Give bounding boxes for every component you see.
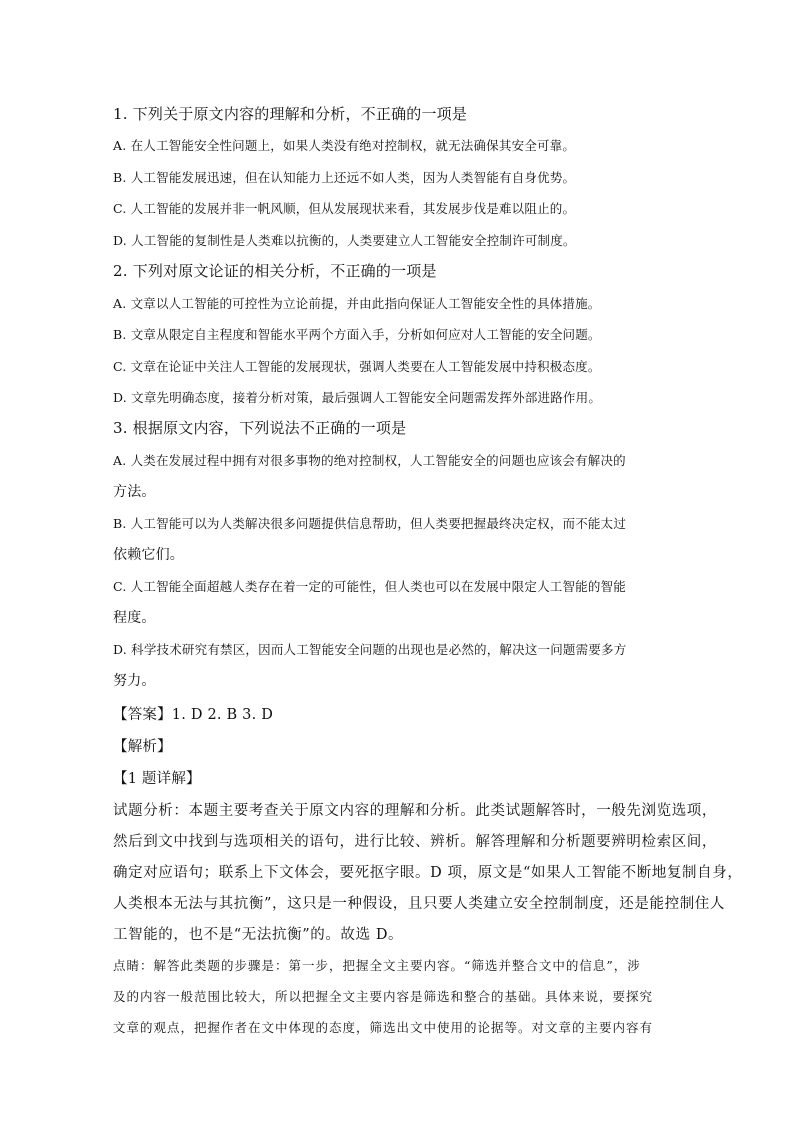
question-3-option-b-continued: 依赖它们。 [113, 547, 184, 563]
analysis-line-3: 确定对应语句；联系上下文体会，要死抠字眼。D 项，原文是“如果人工智能不断地复制自身， [113, 865, 743, 881]
question-1-option-a: A. 在人工智能安全性问题上，如果人类没有绝对控制权，就无法确保其安全可靠。 [113, 138, 576, 153]
question-1-option-c: C. 人工智能的发展并非一帆风顺，但从发展现状来看，其发展步伐是难以阻止的。 [113, 201, 576, 216]
note-line-3: 文章的观点，把握作者在文中体现的态度，筛选出文中使用的论据等。对文章的主要内容有 [113, 1020, 654, 1035]
analysis-heading: 【解析】 [113, 739, 172, 755]
question-1-option-d: D. 人工智能的复制性是人类难以抗衡的，人类要建立人工智能安全控制许可制度。 [113, 233, 576, 248]
question-3-option-c-continued: 程度。 [113, 610, 156, 626]
question-3-option-a: A. 人类在发展过程中拥有对很多事物的绝对控制权，人工智能安全的问题也应该会有解决的 [113, 453, 626, 468]
question-2-option-a: A. 文章以人工智能的可控性为立论前提，并由此指向保证人工智能安全性的具体措施。 [113, 296, 601, 311]
note-line-2: 及的内容一般范围比较大，所以把握全文主要内容是筛选和整合的基础。具体来说，要探究 [113, 989, 654, 1004]
question-2-option-b: B. 文章从限定自主程度和智能水平两个方面入手，分析如何应对人工智能的安全问题。 [113, 327, 601, 342]
note-line-1: 点睛：解答此类题的步骤是：第一步，把握全文主要内容。“筛选并整合文中的信息”，涉 [113, 958, 641, 973]
question-3-option-a-continued: 方法。 [113, 484, 156, 500]
analysis-line-1: 试题分析：本题主要考查关于原文内容的理解和分析。此类试题解答时，一般先浏览选项， [113, 803, 717, 819]
answer-line: 【答案】1. D 2. B 3. D [113, 707, 274, 723]
question-1-option-b: B. 人工智能发展迅速，但在认知能力上还远不如人类，因为人类智能有自身优势。 [113, 170, 576, 185]
question-3-option-b: B. 人工智能可以为人类解决很多问题提供信息帮助，但人类要把握最终决定权，而不能太过 [113, 516, 627, 531]
question-3-stem: 3. 根据原文内容，下列说法不正确的一项是 [113, 419, 407, 437]
question-2-option-d: D. 文章先明确态度，接着分析对策，最后强调人工智能安全问题需发挥外部进路作用。 [113, 390, 602, 405]
analysis-line-5: 工智能的，也不是“无法抗衡”的。故选 D。 [113, 927, 404, 943]
question-3-option-d-continued: 努力。 [113, 673, 156, 689]
question-3-option-c: C. 人工智能全面超越人类存在着一定的可能性，但人类也可以在发展中限定人工智能的智能 [113, 579, 626, 594]
question-3-option-d: D. 科学技术研究有禁区，因而人工智能安全问题的出现也是必然的，解决这一问题需要多方 [113, 642, 627, 657]
analysis-line-4: 人类根本无法与其抗衡”，这只是一种假设，且只要人类建立安全控制制度，还是能控制住人 [113, 896, 726, 912]
detail-heading: 【1 题详解】 [113, 771, 201, 787]
question-2-stem: 2. 下列对原文论证的相关分析，不正确的一项是 [113, 262, 437, 280]
question-1-stem: 1. 下列关于原文内容的理解和分析，不正确的一项是 [113, 105, 468, 123]
analysis-line-2: 然后到文中找到与选项相关的语句，进行比较、辨析。解答理解和分析题要辨明检索区间， [113, 834, 717, 850]
question-2-option-c: C. 文章在论证中关注人工智能的发展现状，强调人类要在人工智能发展中持积极态度。 [113, 359, 601, 374]
